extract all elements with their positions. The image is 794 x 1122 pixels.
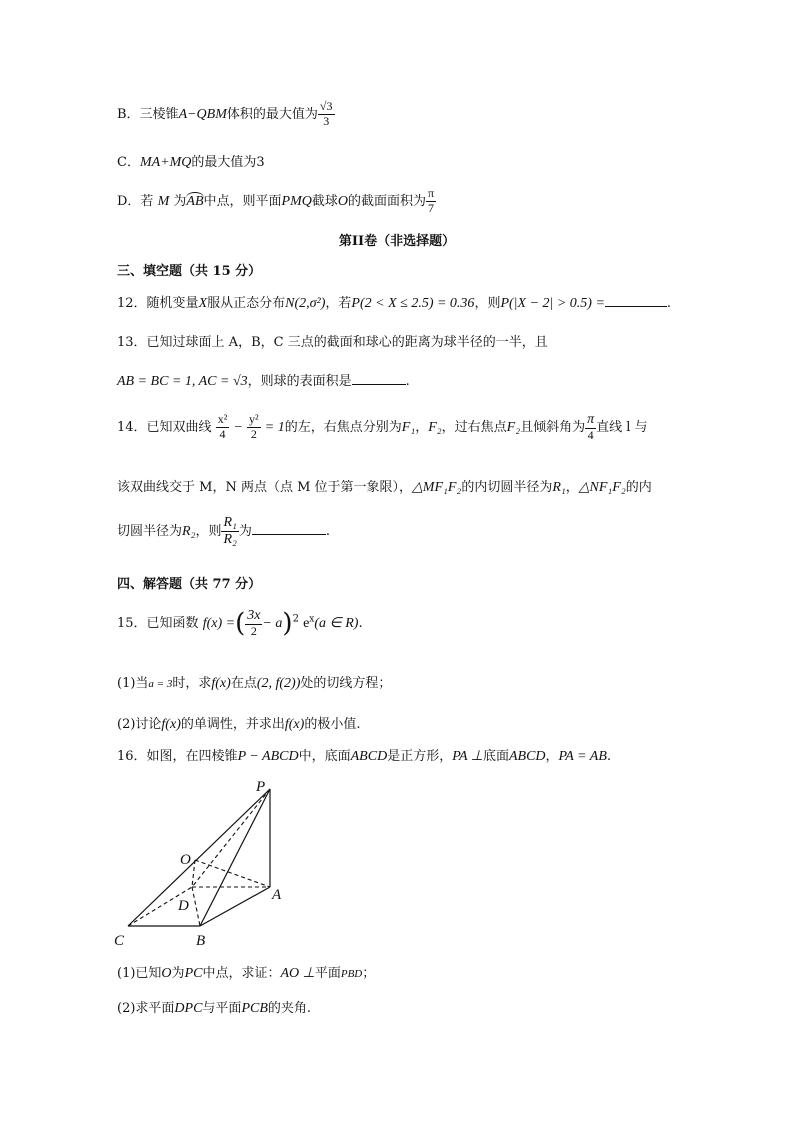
edge-pc bbox=[128, 789, 270, 926]
edge-db bbox=[192, 887, 200, 926]
pyramid-figure bbox=[110, 775, 300, 950]
section4-title: 四、解答题（共 77 分） bbox=[117, 577, 262, 592]
label-d: D bbox=[178, 898, 189, 914]
question-14-line2: 该双曲线交于 M，N 两点（点 M 位于第一象限），△MF₁F₂的内切圆半径为R₁，△NF₁F₂的内 bbox=[117, 480, 652, 495]
question-13: 13．已知过球面上 A，B，C 三点的截面和球心的距离为球半径的一半，且 bbox=[117, 335, 548, 350]
question-16-part2: (2)求平面DPC与平面PCB的夹角. bbox=[117, 1001, 312, 1016]
label-a: A bbox=[272, 887, 282, 903]
question-15-part1: (1)当a = 3时，求f(x)在点(2, f(2))处的切线方程； bbox=[117, 676, 392, 691]
edge-pd bbox=[192, 789, 270, 887]
section3-title: 三、填空题（共 15 分） bbox=[117, 264, 262, 279]
question-15-part2: (2)讨论f(x)的单调性，并求出f(x)的极小值. bbox=[117, 717, 361, 732]
question-16-part1: (1)已知O为PC中点，求证：AO ⊥平面PBD； bbox=[117, 966, 376, 981]
label-p: P bbox=[256, 779, 266, 795]
answer-blank[interactable] bbox=[605, 306, 667, 307]
label-c: C bbox=[114, 933, 125, 949]
answer-blank[interactable] bbox=[252, 534, 326, 535]
question-14: 14．已知双曲线 $\frac{\text{x²}}{4}$ − $\frac{\text{y²}}{2}$ = 1的左，右焦点分别为F₁，F₂，过右焦点F₂且倾斜角为 $\frac{\pi}{4}$ 直线 l 与 bbox=[117, 412, 648, 443]
choice-b: B．三棱锥A−QBM体积的最大值为 $\frac{√3}{3}$ bbox=[117, 99, 333, 128]
question-12: 12．随机变量X服从正态分布N(2,σ²)，若P(2 < X ≤ 2.5) = 0.36，则P(|X − 2| > 0.5) = . bbox=[117, 296, 672, 311]
choice-b-answer: $\frac{√3}{3}$ bbox=[319, 99, 333, 128]
segment-oa bbox=[195, 860, 270, 887]
choice-d: D．若 M 为AB中点，则平面PMQ截球O的截面面积为 $\frac{\pi}{7}$ bbox=[117, 186, 435, 215]
edge-pb bbox=[200, 789, 270, 926]
question-14-line3: 切圆半径为R₂，则 $\frac{\text{R₁}}{\text{R₂}}$ 为 . bbox=[117, 515, 331, 548]
label-o: O bbox=[180, 852, 191, 868]
question-15: 15．已知函数 f(x) =( $\frac{3x}{2}$ − a)$^2$ $e^x(a$ ∈ R). bbox=[117, 608, 363, 639]
label-b: B bbox=[196, 933, 206, 949]
answer-blank[interactable] bbox=[352, 384, 406, 385]
choice-c: C．MA+MQ的最大值为3 bbox=[117, 155, 265, 170]
question-16: 16．如图，在四棱锥P − ABCD中，底面ABCD是正方形，PA ⊥底面ABCD，PA = AB. bbox=[117, 749, 612, 764]
part2-title: 第II卷（非选择题） bbox=[338, 234, 456, 249]
question-13-line2: AB = BC = 1, AC = √3，则球的表面积是 . bbox=[117, 374, 410, 389]
